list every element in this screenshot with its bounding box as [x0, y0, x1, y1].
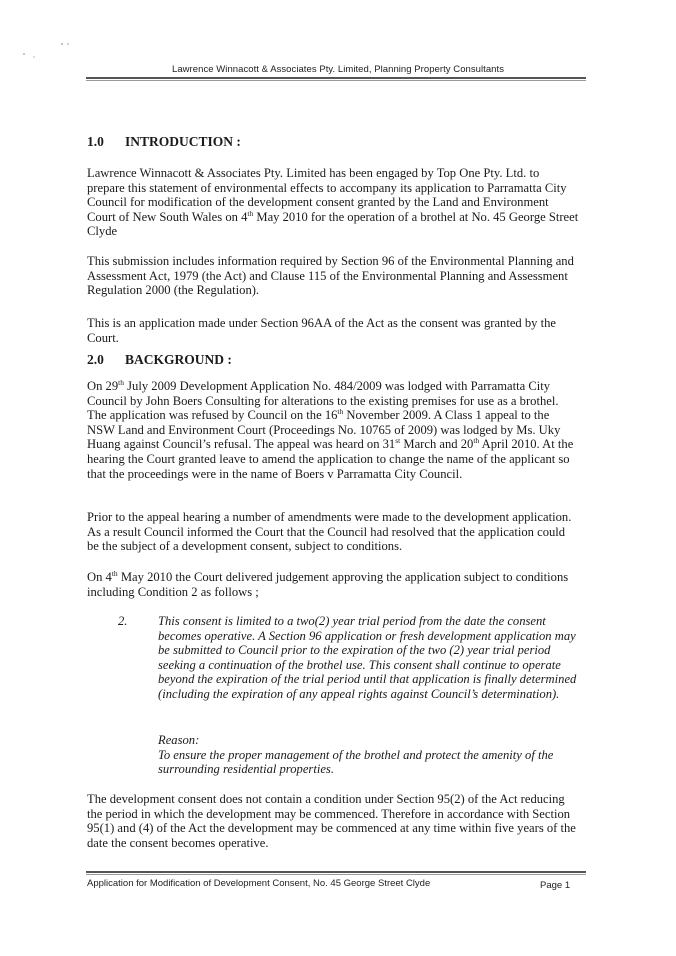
header-rule [86, 77, 586, 79]
condition-number: 2. [118, 614, 128, 628]
condition-reason [158, 733, 578, 777]
footer-rule-thin [86, 874, 586, 875]
paragraph: This submission includes information required by Section 96 of the Environmental Planning and Assessment Act, 1979 (the Act) and Clause 115 of the Environmental Planning and Assessment Regulation 2000 (the Regulation). [87, 254, 574, 298]
paragraph: Prior to the appeal hearing a number of amendments were made to the development application. As a result Council informed the Court that the Council had resolved that the application could be the subject of a development consent, subject to conditions. [87, 510, 572, 554]
section-title: BACKGROUND : [125, 352, 232, 367]
paragraph: Lawrence Winnacott & Associates Pty. Limited has been engaged by Top One Pty. Ltd. to prepare this statement of environmental effects to accompany its application to Parramatta City Council for modification of the development consent granted by the Land and Environment Court of New South Wales on 4th May 2010 for the operation of a brothel at No. 45 George Street Clyde [87, 166, 579, 239]
section-heading-background [87, 352, 232, 368]
paragraph: On 4th May 2010 the Court delivered judgement approving the application subject to conditions including Condition 2 as follows ; [87, 568, 569, 599]
paragraph: The development consent does not contain a condition under Section 95(2) of the Act reducing the period in which the development may be commenced. Therefore in accordance with Section 95(1) and (4) of the Act the development may be commenced at any time within five years of the date the consent becomes operative. [87, 792, 576, 850]
paragraph: This is an application made under Section 96AA of the Act as the consent was granted by the Court. [87, 316, 556, 345]
section-number: 2.0 [87, 352, 104, 367]
section-number: 1.0 [87, 134, 104, 149]
section-title: INTRODUCTION : [125, 134, 241, 149]
reason-label: Reason: [158, 733, 200, 747]
section-heading-introduction [87, 134, 241, 150]
reason-text: To ensure the proper management of the brothel and protect the amenity of the surrounding residential properties. [158, 747, 554, 777]
paragraph: On 29th July 2009 Development Application No. 484/2009 was lodged with Parramatta City Council by John Boers Consulting for alterations to the existing premises for use as a brothel. The application was refused by Council on the 16th November 2009. A Class 1 appeal to the NSW Land and Environment Court (Proceedings No. 10765 of 2009) was lodged by Ms. Uky Huang against Council’s refusal. The appeal was heard on 31st March and 20th April 2010. At the hearing the Court granted leave to amend the application to change the name of the applicant so that the proceedings were in the name of Boers v Parramatta City Council. [87, 377, 574, 481]
scan-specks [22, 40, 82, 60]
letterhead-title: Lawrence Winnacott & Associates Pty. Limited, Planning Property Consultants [171, 64, 504, 75]
footer-rule [86, 871, 586, 873]
header-rule-thin [86, 80, 586, 81]
page-number: Page 1 [540, 880, 571, 891]
condition-text: This consent is limited to a two(2) year trial period from the date the consent becomes operative. A Section 96 application or fresh development application may be submitted to Council prior to the expiration of the two (2) year trial period seeking a continuation of the brothel use. This consent shall continue to operate beyond the expiration of the trial period until that application is finally determined (including the expiration of any appeal rights against Council’s determination). [158, 614, 577, 701]
footer-document-title: Application for Modification of Development Consent, No. 45 George Street Clyde [87, 878, 431, 889]
